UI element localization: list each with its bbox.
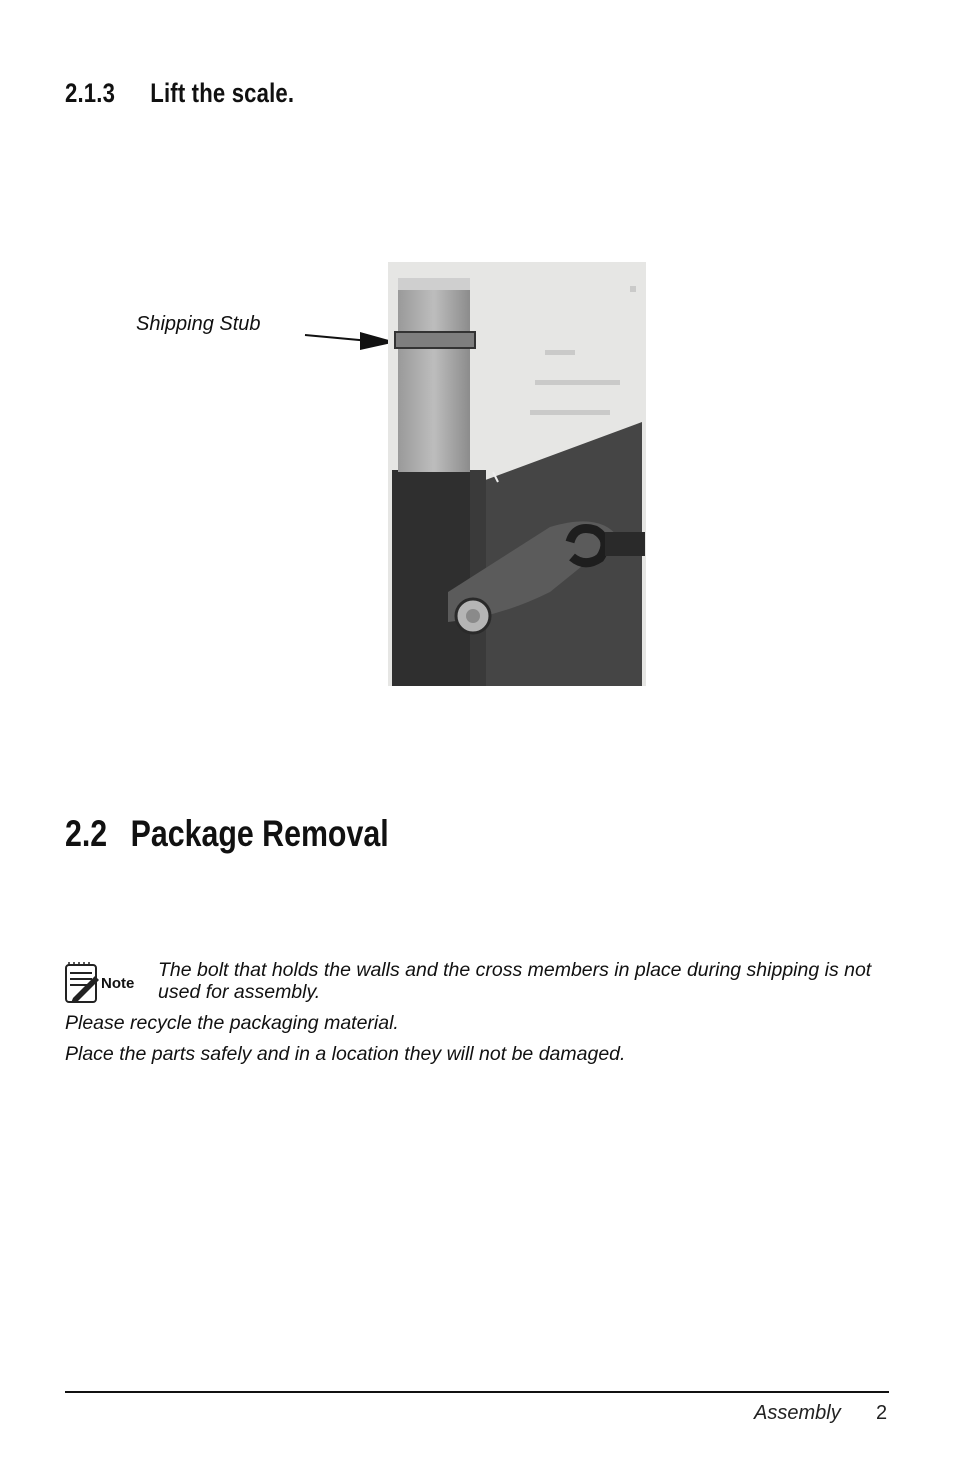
section-title: Package Removal [130,813,389,854]
subsection-title: Lift the scale. [150,78,295,108]
footer-rule [65,1391,889,1393]
note-text: The bolt that holds the walls and the cross members in place during shipping is not used for assembly. [158,959,872,1003]
subsection-number: 2.1.3 [65,78,116,108]
note-icon [65,962,145,1006]
footer-section-name: Assembly [754,1402,841,1424]
scale-leg-photo [300,262,652,688]
shipping-stub-callout: Shipping Stub [136,313,261,335]
paragraph: Please recycle the packaging material. [65,1012,399,1034]
footer-page-number: 2 [876,1402,888,1424]
shipping-stub-collar [395,332,475,348]
callout-arrow [305,332,396,350]
note-icon-label: Note [101,975,135,992]
paragraph: Place the parts safely and in a location they will not be damaged. [65,1043,626,1065]
section-heading [65,813,389,855]
shipping-stub-tube [398,278,470,472]
section-number: 2.2 [65,813,108,854]
subsection-heading [65,78,294,109]
